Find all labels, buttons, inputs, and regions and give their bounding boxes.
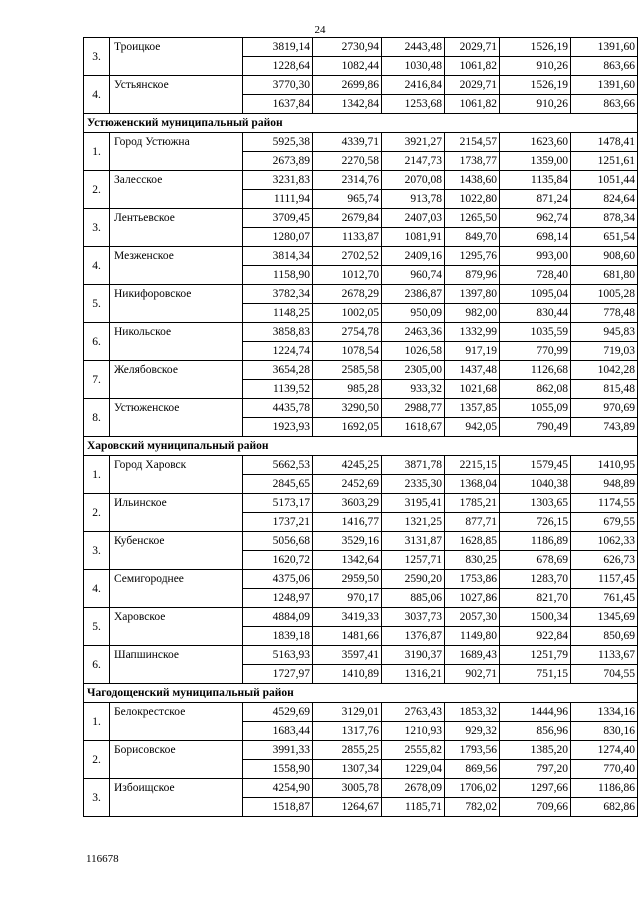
settlement-name: Желябовское	[110, 361, 243, 399]
value-cell: 1158,90	[243, 266, 313, 285]
value-cell: 1062,33	[571, 532, 638, 551]
value-cell: 3814,34	[243, 247, 313, 266]
value-cell: 2845,65	[243, 475, 313, 494]
value-cell: 2305,00	[382, 361, 445, 380]
value-cell: 2959,50	[313, 570, 382, 589]
table-row	[84, 247, 638, 266]
value-cell: 2590,20	[382, 570, 445, 589]
value-cell: 1628,85	[445, 532, 500, 551]
value-cell: 704,55	[571, 665, 638, 684]
row-number: 7.	[84, 361, 110, 399]
value-cell: 830,44	[500, 304, 571, 323]
value-cell: 2407,03	[382, 209, 445, 228]
section-header-row	[84, 437, 638, 456]
value-cell: 1410,89	[313, 665, 382, 684]
value-cell: 1579,45	[500, 456, 571, 475]
value-cell: 1334,16	[571, 703, 638, 722]
value-cell: 2855,25	[313, 741, 382, 760]
value-cell: 871,24	[500, 190, 571, 209]
value-cell: 719,03	[571, 342, 638, 361]
value-cell: 1727,97	[243, 665, 313, 684]
value-cell: 3770,30	[243, 76, 313, 95]
value-cell: 1027,86	[445, 589, 500, 608]
settlement-name: Кубенское	[110, 532, 243, 570]
value-cell: 1186,86	[571, 779, 638, 798]
value-cell: 885,06	[382, 589, 445, 608]
value-cell: 2555,82	[382, 741, 445, 760]
value-cell: 778,48	[571, 304, 638, 323]
page-number: 24	[314, 24, 326, 36]
value-cell: 797,20	[500, 760, 571, 779]
value-cell: 2070,08	[382, 171, 445, 190]
settlement-name: Город Харовск	[110, 456, 243, 494]
value-cell: 933,32	[382, 380, 445, 399]
value-cell: 913,78	[382, 190, 445, 209]
value-cell: 942,05	[445, 418, 500, 437]
value-cell: 1021,68	[445, 380, 500, 399]
value-cell: 815,48	[571, 380, 638, 399]
value-cell: 1618,67	[382, 418, 445, 437]
value-cell: 1248,97	[243, 589, 313, 608]
value-cell: 1706,02	[445, 779, 500, 798]
value-cell: 1251,79	[500, 646, 571, 665]
settlement-name: Избоищское	[110, 779, 243, 817]
table-row	[84, 703, 638, 722]
value-cell: 1526,19	[500, 38, 571, 57]
value-cell: 2452,69	[313, 475, 382, 494]
table-row	[84, 456, 638, 475]
table-row	[84, 779, 638, 798]
value-cell: 1133,87	[313, 228, 382, 247]
value-cell: 2699,86	[313, 76, 382, 95]
value-cell: 3419,33	[313, 608, 382, 627]
value-cell: 1437,48	[445, 361, 500, 380]
row-number: 4.	[84, 76, 110, 114]
value-cell: 1185,71	[382, 798, 445, 817]
settlement-name: Троицкое	[110, 38, 243, 76]
value-cell: 5173,17	[243, 494, 313, 513]
value-cell: 1620,72	[243, 551, 313, 570]
value-cell: 4884,09	[243, 608, 313, 627]
value-cell: 2443,48	[382, 38, 445, 57]
value-cell: 1051,44	[571, 171, 638, 190]
value-cell: 1317,76	[313, 722, 382, 741]
settlement-name: Шапшинское	[110, 646, 243, 684]
value-cell: 1280,07	[243, 228, 313, 247]
value-cell: 1332,99	[445, 323, 500, 342]
row-number: 5.	[84, 608, 110, 646]
value-cell: 1376,87	[382, 627, 445, 646]
value-cell: 2702,52	[313, 247, 382, 266]
section-title: Устюженский муниципальный район	[84, 114, 638, 133]
value-cell: 1345,69	[571, 608, 638, 627]
value-cell: 1174,55	[571, 494, 638, 513]
value-cell: 2678,09	[382, 779, 445, 798]
table-row	[84, 646, 638, 665]
value-cell: 3195,41	[382, 494, 445, 513]
value-cell: 698,14	[500, 228, 571, 247]
value-cell: 945,83	[571, 323, 638, 342]
value-cell: 3709,45	[243, 209, 313, 228]
settlement-name: Ильинское	[110, 494, 243, 532]
row-number: 6.	[84, 323, 110, 361]
value-cell: 1397,80	[445, 285, 500, 304]
value-cell: 1055,09	[500, 399, 571, 418]
value-cell: 1444,96	[500, 703, 571, 722]
value-cell: 2679,84	[313, 209, 382, 228]
value-cell: 4435,78	[243, 399, 313, 418]
row-number: 4.	[84, 570, 110, 608]
row-number: 2.	[84, 494, 110, 532]
value-cell: 1692,05	[313, 418, 382, 437]
value-cell: 1385,20	[500, 741, 571, 760]
settlement-name: Город Устюжна	[110, 133, 243, 171]
value-cell: 1316,21	[382, 665, 445, 684]
value-cell: 1853,32	[445, 703, 500, 722]
value-cell: 1357,85	[445, 399, 500, 418]
value-cell: 5056,68	[243, 532, 313, 551]
row-number: 8.	[84, 399, 110, 437]
value-cell: 1210,93	[382, 722, 445, 741]
table-row	[84, 76, 638, 95]
value-cell: 3037,73	[382, 608, 445, 627]
value-cell: 2678,29	[313, 285, 382, 304]
value-cell: 993,00	[500, 247, 571, 266]
row-number: 1.	[84, 456, 110, 494]
value-cell: 1139,52	[243, 380, 313, 399]
value-cell: 862,08	[500, 380, 571, 399]
value-cell: 1623,60	[500, 133, 571, 152]
value-cell: 3819,14	[243, 38, 313, 57]
table-row	[84, 171, 638, 190]
value-cell: 1005,28	[571, 285, 638, 304]
value-cell: 1391,60	[571, 38, 638, 57]
value-cell: 770,40	[571, 760, 638, 779]
value-cell: 1683,44	[243, 722, 313, 741]
value-cell: 962,74	[500, 209, 571, 228]
value-cell: 1035,59	[500, 323, 571, 342]
value-cell: 1265,50	[445, 209, 500, 228]
value-cell: 1342,84	[313, 95, 382, 114]
value-cell: 1737,21	[243, 513, 313, 532]
row-number: 2.	[84, 741, 110, 779]
value-cell: 1111,94	[243, 190, 313, 209]
value-cell: 1307,34	[313, 760, 382, 779]
value-cell: 877,71	[445, 513, 500, 532]
settlement-name: Борисовское	[110, 741, 243, 779]
table-row	[84, 494, 638, 513]
row-number: 1.	[84, 133, 110, 171]
row-number: 4.	[84, 247, 110, 285]
value-cell: 709,66	[500, 798, 571, 817]
value-cell: 3231,83	[243, 171, 313, 190]
value-cell: 1026,58	[382, 342, 445, 361]
value-cell: 751,15	[500, 665, 571, 684]
row-number: 3.	[84, 38, 110, 76]
value-cell: 5925,38	[243, 133, 313, 152]
value-cell: 3603,29	[313, 494, 382, 513]
value-cell: 1148,25	[243, 304, 313, 323]
value-cell: 1082,44	[313, 57, 382, 76]
value-cell: 1040,38	[500, 475, 571, 494]
value-cell: 4529,69	[243, 703, 313, 722]
section-title: Чагодощенский муниципальный район	[84, 684, 638, 703]
settlement-name: Мезженское	[110, 247, 243, 285]
value-cell: 830,16	[571, 722, 638, 741]
value-cell: 985,28	[313, 380, 382, 399]
value-cell: 1793,56	[445, 741, 500, 760]
value-cell: 2029,71	[445, 38, 500, 57]
value-cell: 2988,77	[382, 399, 445, 418]
value-cell: 830,25	[445, 551, 500, 570]
value-cell: 1002,05	[313, 304, 382, 323]
value-cell: 1500,34	[500, 608, 571, 627]
value-cell: 5662,53	[243, 456, 313, 475]
value-cell: 3005,78	[313, 779, 382, 798]
value-cell: 2029,71	[445, 76, 500, 95]
value-cell: 902,71	[445, 665, 500, 684]
value-cell: 4375,06	[243, 570, 313, 589]
settlement-name: Лентьевское	[110, 209, 243, 247]
value-cell: 681,80	[571, 266, 638, 285]
value-cell: 1251,61	[571, 152, 638, 171]
table-row	[84, 608, 638, 627]
value-cell: 1030,48	[382, 57, 445, 76]
table-row	[84, 285, 638, 304]
value-cell: 948,89	[571, 475, 638, 494]
table-row	[84, 570, 638, 589]
value-cell: 1342,64	[313, 551, 382, 570]
value-cell: 3991,33	[243, 741, 313, 760]
value-cell: 770,99	[500, 342, 571, 361]
value-cell: 917,19	[445, 342, 500, 361]
value-cell: 1297,66	[500, 779, 571, 798]
value-cell: 2147,73	[382, 152, 445, 171]
value-cell: 1923,93	[243, 418, 313, 437]
value-cell: 4339,71	[313, 133, 382, 152]
value-cell: 2409,16	[382, 247, 445, 266]
value-cell: 2386,87	[382, 285, 445, 304]
value-cell: 1526,19	[500, 76, 571, 95]
value-cell: 1359,00	[500, 152, 571, 171]
value-cell: 1149,80	[445, 627, 500, 646]
value-cell: 651,54	[571, 228, 638, 247]
value-cell: 1042,28	[571, 361, 638, 380]
settlement-name: Устьянское	[110, 76, 243, 114]
value-cell: 5163,93	[243, 646, 313, 665]
section-header-row	[84, 114, 638, 133]
section-title: Харовский муниципальный район	[84, 437, 638, 456]
value-cell: 1022,80	[445, 190, 500, 209]
value-cell: 3871,78	[382, 456, 445, 475]
value-cell: 626,73	[571, 551, 638, 570]
value-cell: 863,66	[571, 57, 638, 76]
table-row	[84, 38, 638, 57]
value-cell: 1478,41	[571, 133, 638, 152]
value-cell: 863,66	[571, 95, 638, 114]
value-cell: 849,70	[445, 228, 500, 247]
value-cell: 2585,58	[313, 361, 382, 380]
value-cell: 2215,15	[445, 456, 500, 475]
value-cell: 1303,65	[500, 494, 571, 513]
settlement-name: Никольское	[110, 323, 243, 361]
value-cell: 1637,84	[243, 95, 313, 114]
value-cell: 678,69	[500, 551, 571, 570]
value-cell: 728,40	[500, 266, 571, 285]
value-cell: 2335,30	[382, 475, 445, 494]
value-cell: 2416,84	[382, 76, 445, 95]
value-cell: 1785,21	[445, 494, 500, 513]
value-cell: 3858,83	[243, 323, 313, 342]
value-cell: 682,86	[571, 798, 638, 817]
table-row	[84, 323, 638, 342]
value-cell: 1368,04	[445, 475, 500, 494]
value-cell: 1839,18	[243, 627, 313, 646]
value-cell: 1186,89	[500, 532, 571, 551]
value-cell: 821,70	[500, 589, 571, 608]
value-cell: 743,89	[571, 418, 638, 437]
value-cell: 2673,89	[243, 152, 313, 171]
value-cell: 4245,25	[313, 456, 382, 475]
value-cell: 1133,67	[571, 646, 638, 665]
row-number: 2.	[84, 171, 110, 209]
value-cell: 1558,90	[243, 760, 313, 779]
table-row	[84, 209, 638, 228]
value-cell: 1753,86	[445, 570, 500, 589]
value-cell: 2754,78	[313, 323, 382, 342]
value-cell: 929,32	[445, 722, 500, 741]
value-cell: 1391,60	[571, 76, 638, 95]
value-cell: 1438,60	[445, 171, 500, 190]
tariff-table-body	[84, 38, 638, 817]
value-cell: 1689,43	[445, 646, 500, 665]
value-cell: 1061,82	[445, 57, 500, 76]
value-cell: 1229,04	[382, 760, 445, 779]
value-cell: 2154,57	[445, 133, 500, 152]
value-cell: 910,26	[500, 95, 571, 114]
row-number: 3.	[84, 779, 110, 817]
value-cell: 960,74	[382, 266, 445, 285]
row-number: 3.	[84, 209, 110, 247]
settlement-name: Устюженское	[110, 399, 243, 437]
value-cell: 2057,30	[445, 608, 500, 627]
value-cell: 878,34	[571, 209, 638, 228]
value-cell: 982,00	[445, 304, 500, 323]
value-cell: 1095,04	[500, 285, 571, 304]
table-row	[84, 532, 638, 551]
value-cell: 782,02	[445, 798, 500, 817]
document-code: 116678	[86, 853, 119, 865]
value-cell: 970,69	[571, 399, 638, 418]
value-cell: 3597,41	[313, 646, 382, 665]
section-header-row	[84, 684, 638, 703]
settlement-name: Залесское	[110, 171, 243, 209]
value-cell: 950,09	[382, 304, 445, 323]
settlement-name: Харовское	[110, 608, 243, 646]
value-cell: 1321,25	[382, 513, 445, 532]
row-number: 6.	[84, 646, 110, 684]
value-cell: 3782,34	[243, 285, 313, 304]
value-cell: 1274,40	[571, 741, 638, 760]
settlement-name: Никифоровское	[110, 285, 243, 323]
value-cell: 2763,43	[382, 703, 445, 722]
value-cell: 869,56	[445, 760, 500, 779]
value-cell: 1253,68	[382, 95, 445, 114]
value-cell: 908,60	[571, 247, 638, 266]
table-row	[84, 133, 638, 152]
value-cell: 1228,64	[243, 57, 313, 76]
value-cell: 1416,77	[313, 513, 382, 532]
table-row	[84, 361, 638, 380]
row-number: 3.	[84, 532, 110, 570]
value-cell: 3190,37	[382, 646, 445, 665]
value-cell: 1012,70	[313, 266, 382, 285]
value-cell: 856,96	[500, 722, 571, 741]
value-cell: 1224,74	[243, 342, 313, 361]
settlement-name: Семигороднее	[110, 570, 243, 608]
tariff-table	[83, 37, 638, 817]
value-cell: 879,96	[445, 266, 500, 285]
value-cell: 1157,45	[571, 570, 638, 589]
value-cell: 3529,16	[313, 532, 382, 551]
value-cell: 1078,54	[313, 342, 382, 361]
row-number: 5.	[84, 285, 110, 323]
value-cell: 679,55	[571, 513, 638, 532]
value-cell: 1295,76	[445, 247, 500, 266]
value-cell: 3654,28	[243, 361, 313, 380]
value-cell: 2314,76	[313, 171, 382, 190]
value-cell: 1410,95	[571, 456, 638, 475]
row-number: 1.	[84, 703, 110, 741]
value-cell: 761,45	[571, 589, 638, 608]
value-cell: 790,49	[500, 418, 571, 437]
value-cell: 1061,82	[445, 95, 500, 114]
value-cell: 1081,91	[382, 228, 445, 247]
value-cell: 2730,94	[313, 38, 382, 57]
value-cell: 2463,36	[382, 323, 445, 342]
value-cell: 1135,84	[500, 171, 571, 190]
value-cell: 3290,50	[313, 399, 382, 418]
value-cell: 2270,58	[313, 152, 382, 171]
table-row	[84, 741, 638, 760]
value-cell: 850,69	[571, 627, 638, 646]
value-cell: 1518,87	[243, 798, 313, 817]
value-cell: 965,74	[313, 190, 382, 209]
value-cell: 4254,90	[243, 779, 313, 798]
value-cell: 1283,70	[500, 570, 571, 589]
value-cell: 1481,66	[313, 627, 382, 646]
value-cell: 1264,67	[313, 798, 382, 817]
value-cell: 970,17	[313, 589, 382, 608]
table-row	[84, 399, 638, 418]
value-cell: 1126,68	[500, 361, 571, 380]
value-cell: 910,26	[500, 57, 571, 76]
value-cell: 1738,77	[445, 152, 500, 171]
value-cell: 1257,71	[382, 551, 445, 570]
value-cell: 3921,27	[382, 133, 445, 152]
value-cell: 824,64	[571, 190, 638, 209]
value-cell: 726,15	[500, 513, 571, 532]
settlement-name: Белокрестское	[110, 703, 243, 741]
value-cell: 3129,01	[313, 703, 382, 722]
value-cell: 922,84	[500, 627, 571, 646]
value-cell: 3131,87	[382, 532, 445, 551]
